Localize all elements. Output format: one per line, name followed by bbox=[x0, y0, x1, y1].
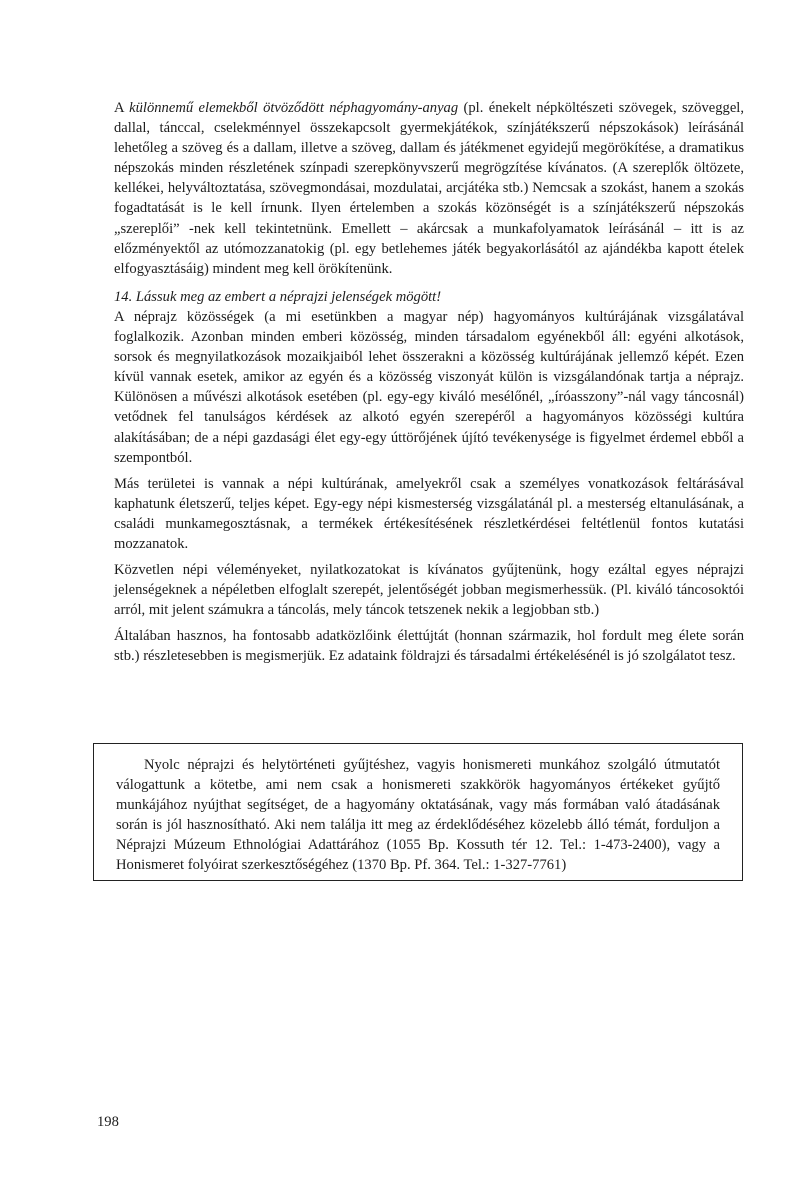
paragraph-2: A néprajz közösségek (a mi esetünkben a magyar nép) hagyományos kultúrájának vizsgálatával foglalkozik. Azonban minden emberi közösség, minden társadalom egyénekből áll: egyéni alkotások, sorsok és megnyilatkozások mozaikjaiból lehet összerakni a közösség kultúrájának jellemző képét. Ezen kívül vannak esetek, amikor az egyén és a közösség viszonyát külön is vizsgálandónak tartja a néprajz. Különösen a művészi alkotások esetében (pl. egy-egy kiváló mesélőnél, „íróasszony”-nál vagy táncosnál) vetődnek fel tanulságos kérdések az alkotó egyén szerepéről a hagyományos közösségi kultúra alakításában; de a népi gazdasági élet egy-egy úttörőjének újító tevékenysége is figyelmet érdemel ebből a szempontból. bbox=[114, 308, 744, 466]
paragraph-1 bbox=[114, 98, 744, 279]
paragraph-1-rest: (pl. énekelt népköltészeti szövegek, szöveggel, dallal, tánccal, cselekménnyel összekapcsolt gyermekjátékok, színjátékszerű népszokások) leírásánál lehetőleg a szöveg és a dallam, illetve a szöveg, dallam és játékmenet egyidejű megörökítése, a dramatikus népszokás minden részletének színpadi szerepkönyvszerű megrögzítése kívánatos. (A szereplők öltözete, kellékei, helyváltoztatása, szövegmondásai, mozdulatai, arcjátéka stb.) Nemcsak a szokást, hanem a szokás fogadtatását is le kell írnunk. Ilyen értelemben a szokás közönségét is a színjátékszerű népszokás „szereplői” -nek kell tekintetnünk. Emellett – akárcsak a munkafolyamatok leírásánál – itt is az előzményektől az utómozzanatokig (pl. egy betlehemes játék begyakorlásától az ajándékba kapott ételek elfogyasztásáig) mindent meg kell örökítenünk. bbox=[114, 100, 744, 277]
paragraph-1-italic-term: különnemű elemekből ötvöződött néphagyomány-anyag bbox=[129, 100, 459, 116]
page-number: 198 bbox=[97, 1114, 119, 1130]
info-box bbox=[93, 743, 743, 881]
main-text-column bbox=[114, 98, 744, 667]
section-heading-14: 14. Lássuk meg az embert a néprajzi jelenségek mögött! bbox=[114, 288, 442, 305]
paragraph-5: Általában hasznos, ha fontosabb adatközlőink élettújtát (honnan származik, hol fordult meg élete során stb.) részletesebben is megismerjük. Ez adataink földrajzi és társadalmi értékelésénél is jó szolgálatot tesz. bbox=[114, 628, 744, 665]
paragraph-3: Más területei is vannak a népi kultúrának, amelyekről csak a személyes vonatkozások feltárásával kaphatunk életszerű, teljes képet. Egy-egy népi kismesterség vizsgálatánál pl. a mesterség eltanulásának, a családi munkamegosztásnak, a termékek értékesítésének részletkérdései feltétlenül fontos kutatási mozzanatok. bbox=[114, 475, 744, 552]
info-box-text: Nyolc néprajzi és helytörténeti gyűjtéshez, vagyis honismereti munkához szolgáló útmutatót válogattunk a kötetbe, ami nem csak a honismereti szakkörök hagyományos értékeket gyűjtő munkájához nyújthat segítséget, de a hagyomány oktatásának, vagy más formában való átadásának során is jól hasznosítható. Aki nem találja itt meg az érdeklődéséhez közelebb álló témát, forduljon a Néprajzi Múzeum Ethnológiai Adattárához (1055 Bp. Kossuth tér 12. Tel.: 1-473-2400), vagy a Honismeret folyóirat szerkesztőségéhez (1370 Bp. Pf. 364. Tel.: 1-327-7761) bbox=[116, 757, 720, 874]
paragraph-4: Közvetlen népi véleményeket, nyilatkozatokat is kívánatos gyűjtenünk, hogy ezáltal egyes néprajzi jelenségeknek a népéletben elfoglalt szerepét, jelentőségét jobban megismerhessük. (Pl. kiváló táncosoktói arról, mit jelent számukra a táncolás, mely táncok tetszenek nekik a legjobban stb.) bbox=[114, 562, 744, 619]
paragraph-1-lead: A bbox=[114, 100, 130, 116]
